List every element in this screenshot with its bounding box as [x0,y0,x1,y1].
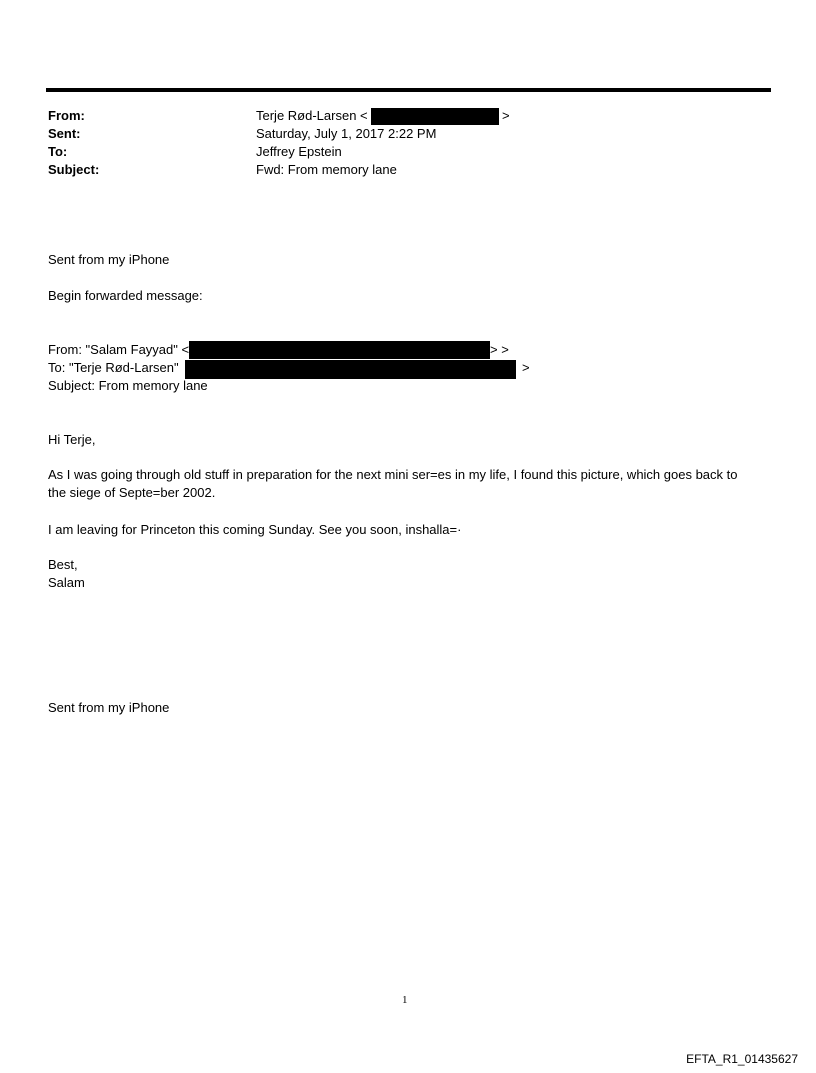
sent-value: Saturday, July 1, 2017 2:22 PM [256,126,437,141]
fwd-from-line: From: "Salam Fayyad" < [48,342,190,357]
from-value-name: Terje Rød-Larsen < [256,108,368,123]
message-paragraph-1-line-1: As I was going through old stuff in preparation for the next mini ser=es in my life, I found this picture, which goes back to [48,467,738,482]
redaction-fwd-from-email [189,341,490,359]
from-label: From: [48,108,85,123]
redaction-from-email [371,108,499,125]
header-rule [46,88,771,92]
fwd-to-suffix: > [522,360,530,375]
message-paragraph-1-line-2: the siege of Septe=ber 2002. [48,485,216,500]
fwd-to-line: To: "Terje Rød-Larsen" [48,360,179,375]
sent-label: Sent: [48,126,81,141]
signature: Salam [48,575,85,590]
to-value: Jeffrey Epstein [256,144,342,159]
fwd-subject-line: Subject: From memory lane [48,378,208,393]
begin-forwarded-message: Begin forwarded message: [48,288,203,303]
subject-label: Subject: [48,162,100,177]
sent-from-iphone-1: Sent from my iPhone [48,252,170,267]
from-value [256,107,368,125]
document-id: EFTA_R1_01435627 [686,1052,798,1066]
page-number: 1 [402,994,408,1006]
redaction-fwd-to-email [185,360,516,379]
from-value-suffix: > [502,108,510,123]
message-paragraph-2: I am leaving for Princeton this coming Sunday. See you soon, inshalla=· [48,522,462,537]
fwd-from-suffix: > > [490,342,509,357]
to-label: To: [48,144,68,159]
greeting: Hi Terje, [48,432,96,447]
subject-value: Fwd: From memory lane [256,162,397,177]
signoff: Best, [48,557,78,572]
sent-from-iphone-2: Sent from my iPhone [48,700,170,715]
